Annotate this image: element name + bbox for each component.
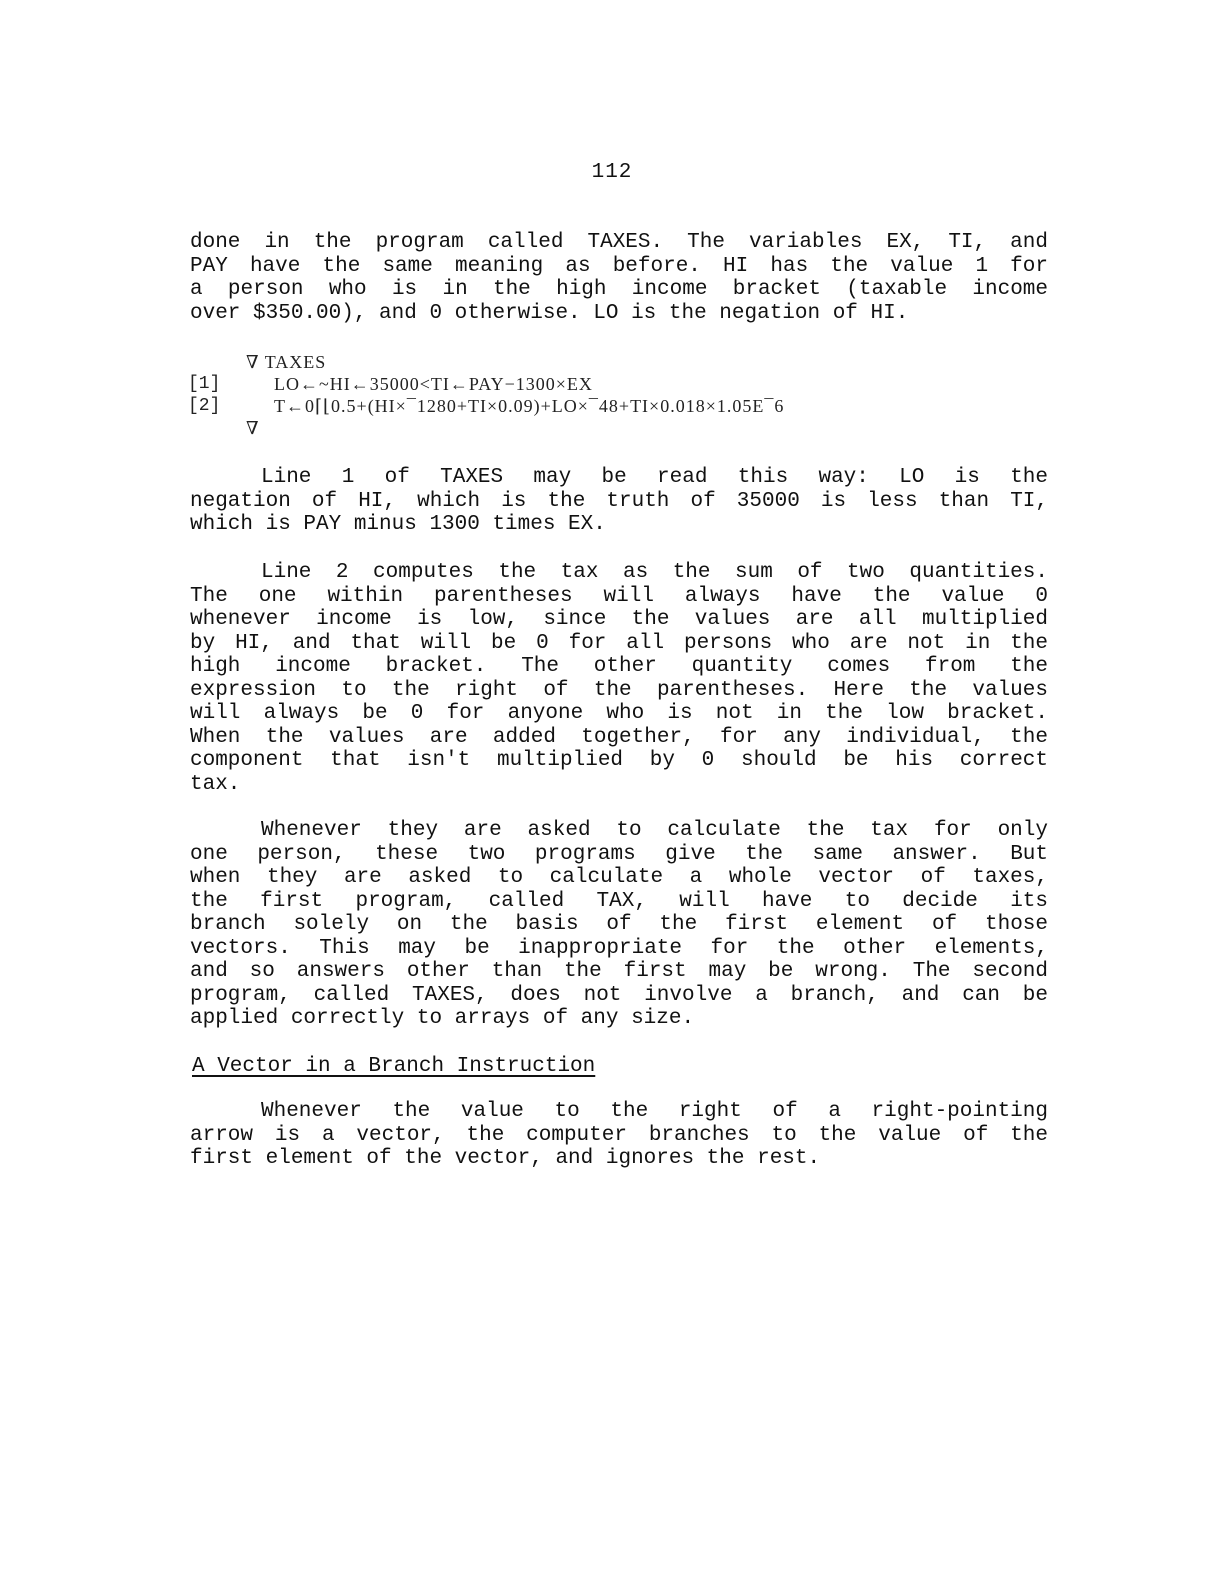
text-line: The one within parentheses will always have the value 0 xyxy=(190,584,1048,608)
text-line: arrow is a vector, the computer branches to the value of the xyxy=(190,1123,1048,1147)
code-line-1 xyxy=(188,373,784,395)
code-text: LO←~HI←35000<TI←PAY−1300×EX xyxy=(274,374,593,394)
text-line: negation of HI, which is the truth of 35000 is less than TI, xyxy=(190,489,1048,513)
line-number: [2] xyxy=(188,396,221,416)
section-heading: A Vector in a Branch Instruction xyxy=(192,1055,596,1078)
text-line: program, called TAXES, does not involve a branch, and can be xyxy=(190,983,1048,1007)
text-line: one person, these two programs give the same answer. But xyxy=(190,842,1048,866)
text-line: tax. xyxy=(190,772,241,796)
text-line: which is PAY minus 1300 times EX. xyxy=(190,513,606,536)
del-symbol: ∇ xyxy=(246,418,260,438)
paragraph-vector-branch xyxy=(190,1100,1048,1171)
text-line: will always be 0 for anyone who is not in the low bracket. xyxy=(190,702,1048,725)
text-line: Whenever the value to the right of a right-pointing xyxy=(261,1100,1048,1123)
text-line: by HI, and that will be 0 for all persons who are not in the xyxy=(190,631,1048,655)
text-line: applied correctly to arrays of any size. xyxy=(190,1007,695,1030)
text-line: a person who is in the high income bracket (taxable income xyxy=(190,278,1048,301)
text-line: first element of the vector, and ignores the rest. xyxy=(190,1147,821,1170)
text-line: branch solely on the basis of the first element of those xyxy=(190,913,1048,936)
line-number: [1] xyxy=(188,374,221,394)
text-line: over $350.00), and 0 otherwise. LO is the negation of HI. xyxy=(190,301,909,325)
text-line: expression to the right of the parentheses. Here the values xyxy=(190,678,1048,702)
function-header xyxy=(188,351,784,373)
function-header-text: ∇ TAXES xyxy=(246,352,327,372)
text-line: component that isn't multiplied by 0 should be his correct xyxy=(190,749,1048,772)
text-line: When the values are added together, for any individual, the xyxy=(190,725,1048,749)
text-line: whenever income is low, since the values are all multiplied xyxy=(190,608,1048,631)
text-line: Whenever they are asked to calculate the tax for only xyxy=(261,819,1048,842)
paragraph-program-comparison xyxy=(190,819,1048,1031)
text-line: PAY have the same meaning as before. HI has the value 1 for xyxy=(190,254,1048,278)
text-line: done in the program called TAXES. The variables EX, TI, and xyxy=(190,231,1048,254)
paragraph-line-2-explanation xyxy=(190,561,1048,796)
function-footer xyxy=(188,417,784,439)
paragraph-taxes-intro xyxy=(190,231,1048,325)
text-line: high income bracket. The other quantity comes from the xyxy=(190,655,1048,678)
text-line: when they are asked to calculate a whole vector of taxes, xyxy=(190,866,1048,889)
code-line-2 xyxy=(188,395,784,417)
text-line: and so answers other than the first may be wrong. The second xyxy=(190,960,1048,983)
page-number: 112 xyxy=(591,161,633,184)
apl-function-listing xyxy=(188,351,784,439)
text-line: the first program, called TAX, will have to decide its xyxy=(190,889,1048,913)
text-line: vectors. This may be inappropriate for the other elements, xyxy=(190,936,1048,960)
code-text: T←0⌈⌊0.5+(HI×¯1280+TI×0.09)+LO×¯48+TI×0.018×1.05E¯6 xyxy=(274,396,785,416)
text-line: Line 1 of TAXES may be read this way: LO is the xyxy=(261,466,1048,489)
text-line: Line 2 computes the tax as the sum of two quantities. xyxy=(261,561,1048,584)
paragraph-line-1-explanation xyxy=(190,466,1048,537)
